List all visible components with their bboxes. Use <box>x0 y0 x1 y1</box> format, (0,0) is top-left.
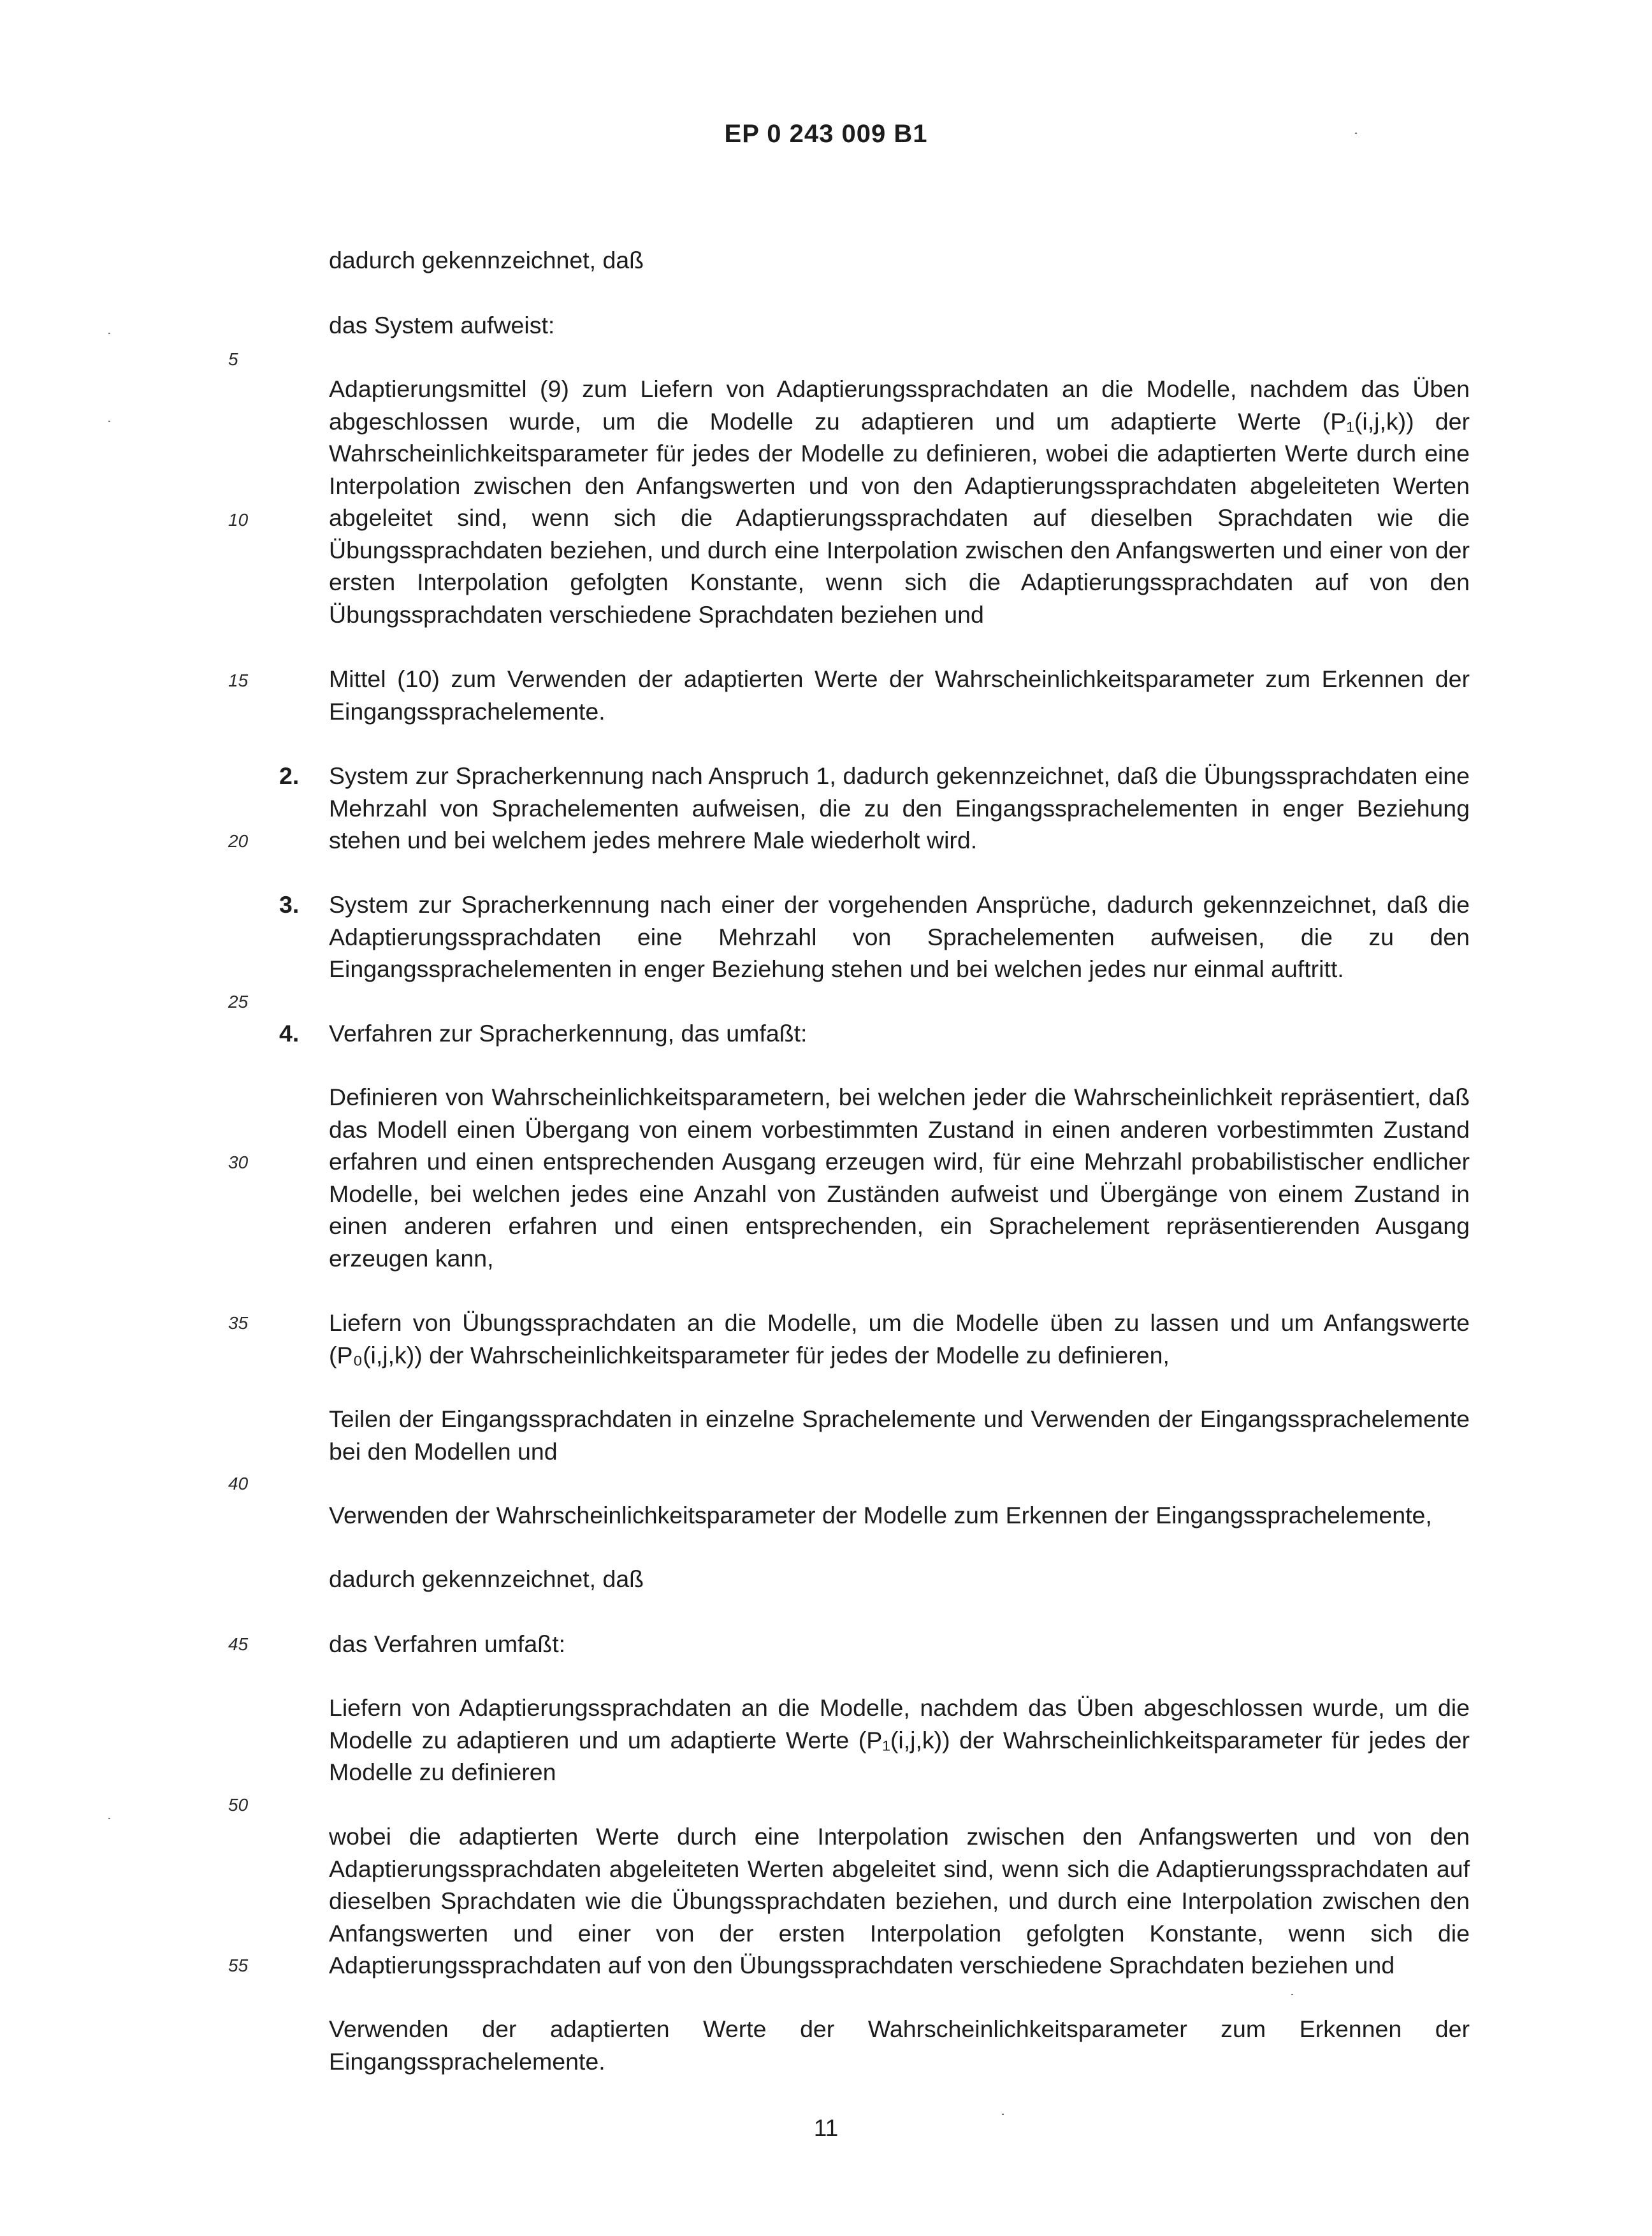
line-number: 10 <box>228 510 249 530</box>
line-number: 50 <box>228 1795 249 1815</box>
paragraph: wobei die adaptierten Werte durch eine Interpolation zwischen den Anfangswerten und von den Adaptierungssprachdaten abgeleiteten Werten abgeleitet sind, wenn sich die Adaptierungssprachdaten auf dieselben Sprachdaten wie die Übungssprachdaten beziehen, und durch eine Interpolation zwischen den Anfangswerten und einer von der ersten Interpolation gefolgten Konstante, wenn sich die Adaptierungssprachdaten auf von den Übungssprachdaten verschiedene Sprachdaten beziehen und <box>329 1823 1470 1978</box>
patent-header: EP 0 243 009 B1 <box>724 120 928 148</box>
paragraph: das Verfahren umfaßt: <box>329 1630 566 1657</box>
paragraph: Liefern von Übungssprachdaten an die Modelle, um die Modelle üben zu lassen und um Anfangswerte (P₀(i,j,k)) der Wahrscheinlichkeitsparameter für jedes der Modelle zu definieren, <box>329 1309 1470 1368</box>
claim-number: 2. <box>279 762 300 789</box>
page-number: 11 <box>813 2115 839 2141</box>
scan-speck <box>108 1818 110 1819</box>
paragraph: Verfahren zur Spracherkennung, das umfaßt: <box>329 1020 808 1047</box>
line-number: 5 <box>228 349 238 369</box>
paragraph: Teilen der Eingangssprachdaten in einzelne Sprachelemente und Verwenden der Eingangssprachelemente bei den Modellen und <box>329 1405 1470 1465</box>
paragraph: System zur Spracherkennung nach einer der vorgehenden Ansprüche, dadurch gekennzeichnet, daß die Adaptierungssprachdaten eine Mehrzahl von Sprachelementen aufweisen, die zu den Eingangssprachelementen in enger Beziehung stehen und bei welchen jedes nur einmal auftritt. <box>329 891 1470 982</box>
scan-speck <box>1355 133 1357 134</box>
line-number: 45 <box>228 1634 249 1654</box>
line-number: 35 <box>228 1313 249 1333</box>
line-number: 15 <box>228 671 249 690</box>
paragraph: Verwenden der Wahrscheinlichkeitsparameter der Modelle zum Erkennen der Eingangssprachelemente, <box>329 1502 1432 1528</box>
paragraph: Definieren von Wahrscheinlichkeitsparametern, bei welchen jeder die Wahrscheinlichkeit repräsentiert, daß das Modell einen Übergang von einem vorbestimmten Zustand in einen anderen vorbestimmten Zustand erfahren und einen entsprechenden Ausgang erzeugen wird, für eine Mehrzahl probabilistischer endlicher Modelle, bei welchen jedes eine Anzahl von Zuständen aufweist und Übergänge von einem Zustand in einen anderen erfahren und einen entsprechenden, ein Sprachelement repräsentierenden Ausgang erzeugen kann, <box>329 1084 1470 1272</box>
claim-number: 4. <box>279 1020 300 1047</box>
line-number: 55 <box>228 1956 249 1975</box>
paragraph: Verwenden der adaptierten Werte der Wahrscheinlichkeitsparameter zum Erkennen der Eingangssprachelemente. <box>329 2015 1470 2075</box>
scan-speck <box>1002 2114 1004 2115</box>
paragraph: das System aufweist: <box>329 312 555 338</box>
line-number: 30 <box>228 1152 249 1172</box>
line-number: 25 <box>228 992 249 1012</box>
paragraph: dadurch gekennzeichnet, daß <box>329 247 644 273</box>
scan-speck <box>108 421 110 422</box>
scan-speck <box>108 333 110 334</box>
scan-speck <box>1291 1994 1293 1995</box>
paragraph: dadurch gekennzeichnet, daß <box>329 1565 644 1592</box>
paragraph: Adaptierungsmittel (9) zum Liefern von Adaptierungssprachdaten an die Modelle, nachdem das Üben abgeschlossen wurde, um die Modelle zu adaptieren und um adaptierte Werte (P₁(i,j,k)) der Wahrscheinlichkeitsparameter für jedes der Modelle zu definieren, wobei die adaptierten Werte durch eine Interpolation zwischen den Anfangswerten und von den Adaptierungssprachdaten abgeleiteten Werten abgeleitet sind, wenn sich die Adaptierungssprachdaten auf dieselben Sprachdaten wie die Übungssprachdaten beziehen, und durch eine Interpolation zwischen den Anfangswerten und einer von der ersten Interpolation gefolgten Konstante, wenn sich die Adaptierungssprachdaten auf von den Übungssprachdaten verschiedene Sprachdaten beziehen und <box>329 375 1470 628</box>
claim-number: 3. <box>279 891 300 918</box>
paragraph: Liefern von Adaptierungssprachdaten an die Modelle, nachdem das Üben abgeschlossen wurde, um die Modelle zu adaptieren und um adaptierte Werte (P₁(i,j,k)) der Wahrscheinlichkeitsparameter für jedes der Modelle zu definieren <box>329 1694 1470 1785</box>
paragraph: Mittel (10) zum Verwenden der adaptierten Werte der Wahrscheinlichkeitsparameter zum Erkennen der Eingangssprachelemente. <box>329 665 1470 725</box>
line-number: 20 <box>228 831 249 851</box>
line-number: 40 <box>228 1474 249 1493</box>
paragraph: System zur Spracherkennung nach Anspruch 1, dadurch gekennzeichnet, daß die Übungssprachdaten eine Mehrzahl von Sprachelementen aufweisen, die zu den Eingangssprachelementen in enger Beziehung stehen und bei welchem jedes mehrere Male wiederholt wird. <box>329 762 1470 853</box>
